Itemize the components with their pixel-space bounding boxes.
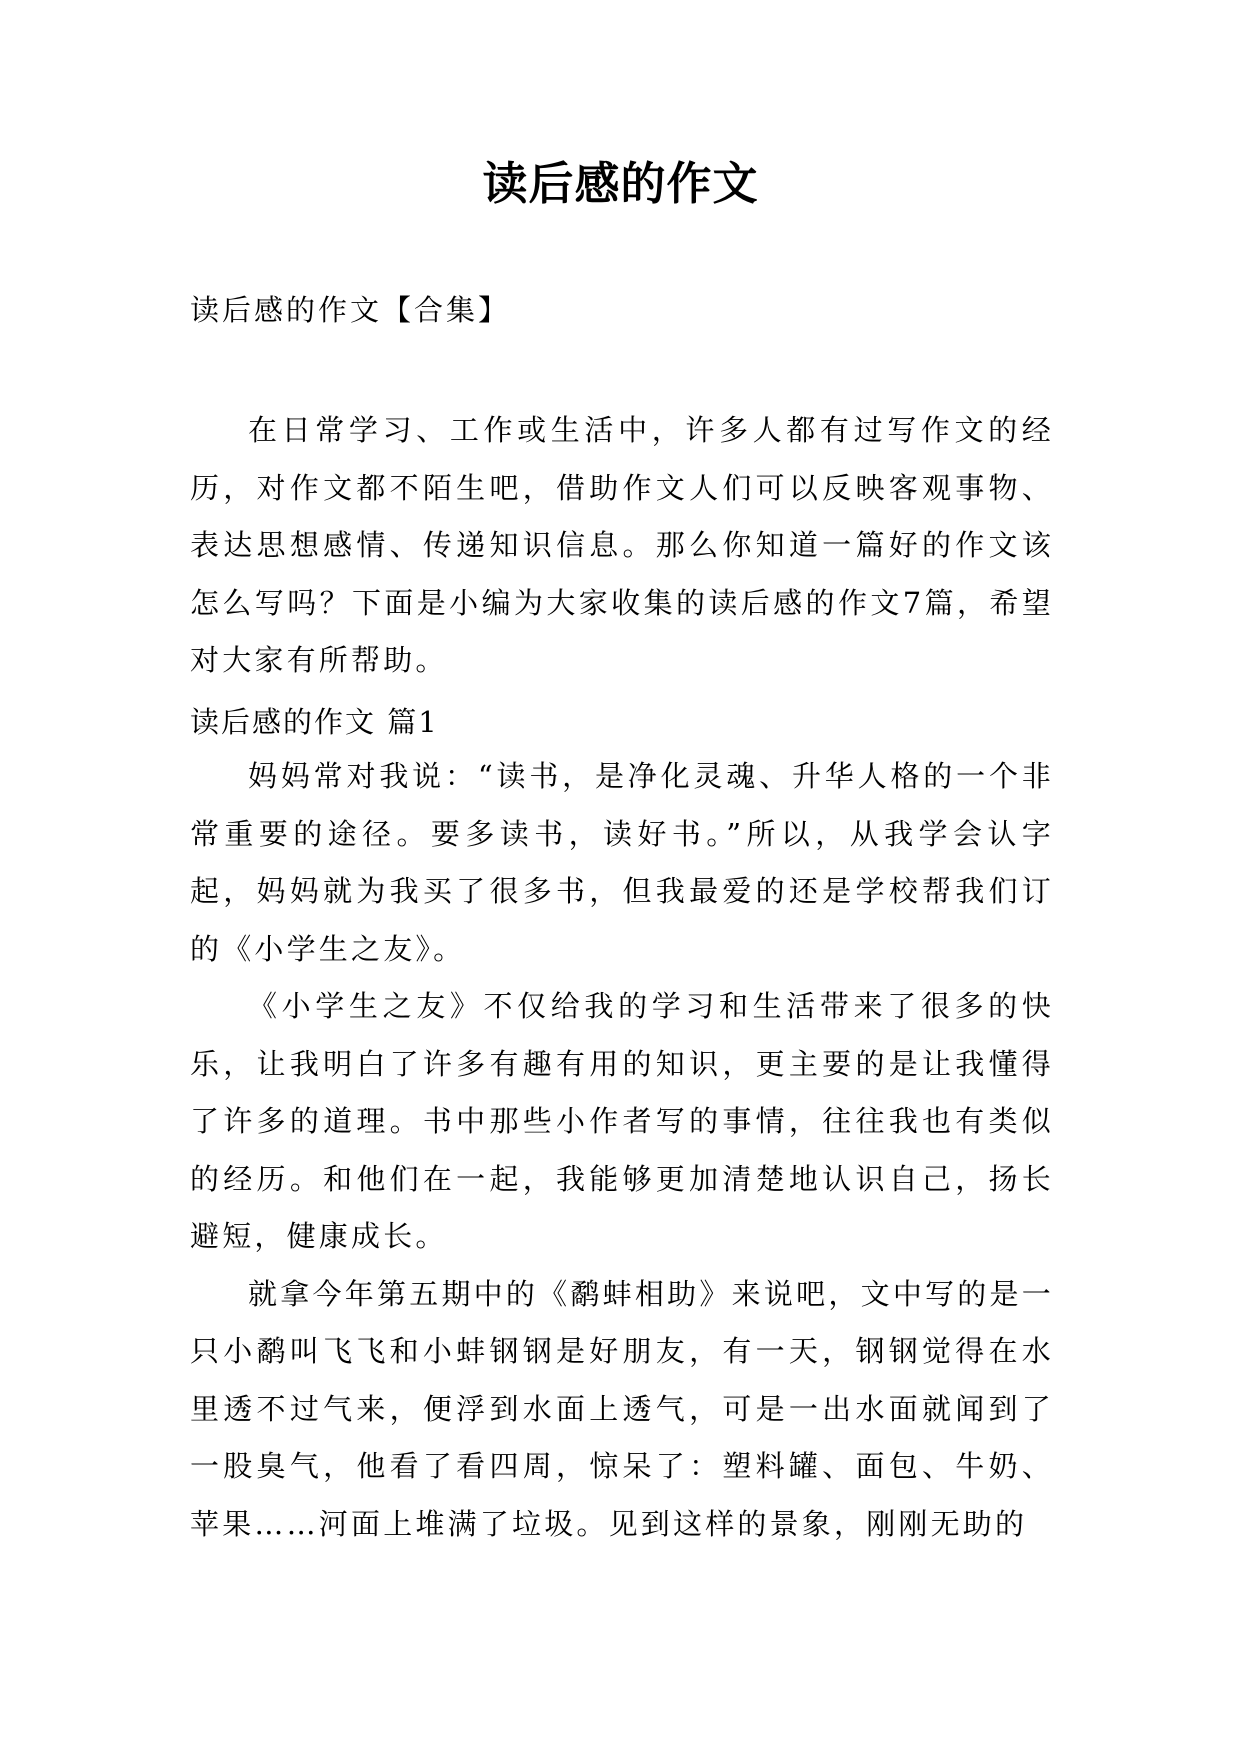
essay-paragraph-2: 《小学生之友》不仅给我的学习和生活带来了很多的快乐，让我明白了许多有趣有用的知识，更主要的是让我懂得了许多的道理。书中那些小作者写的事情，往往我也有类似的经历。和他们在一起，我能够更加清楚地认识自己，扬长避短，健康成长。: [190, 989, 1054, 1253]
intro-paragraph: 在日常学习、工作或生活中，许多人都有过写作文的经历，对作文都不陌生吧，借助作文人们可以反映客观事物、表达思想感情、传递知识信息。那么你知道一篇好的作文该怎么写吗？下面是小编为大家收集的读后感的作文7篇，希望对大家有所帮助。: [190, 413, 1054, 677]
section-heading: 读后感的作文 篇1: [190, 705, 439, 739]
essay-paragraph-3: 就拿今年第五期中的《鹬蚌相助》来说吧，文中写的是一只小鹬叫飞飞和小蚌钢钢是好朋友，有一天，钢钢觉得在水里透不过气来，便浮到水面上透气，可是一出水面就闻到了一股臭气，他看了看四周，惊呆了：塑料罐、面包、牛奶、苹果……河面上堆满了垃圾。见到这样的景象，刚刚无助的: [190, 1276, 1054, 1541]
intro-section: [190, 402, 1054, 690]
essay-paragraph-1: 妈妈常对我说：“读书，是净化灵魂、升华人格的一个非常重要的途径。要多读书，读好书。”所以，从我学会认字起，妈妈就为我买了很多书，但我最爱的还是学校帮我们订的《小学生之友》。: [190, 759, 1054, 966]
document-subtitle: 读后感的作文【合集】: [190, 293, 511, 327]
document-title: 读后感的作文: [482, 157, 759, 210]
essay-section: [190, 696, 1054, 1553]
